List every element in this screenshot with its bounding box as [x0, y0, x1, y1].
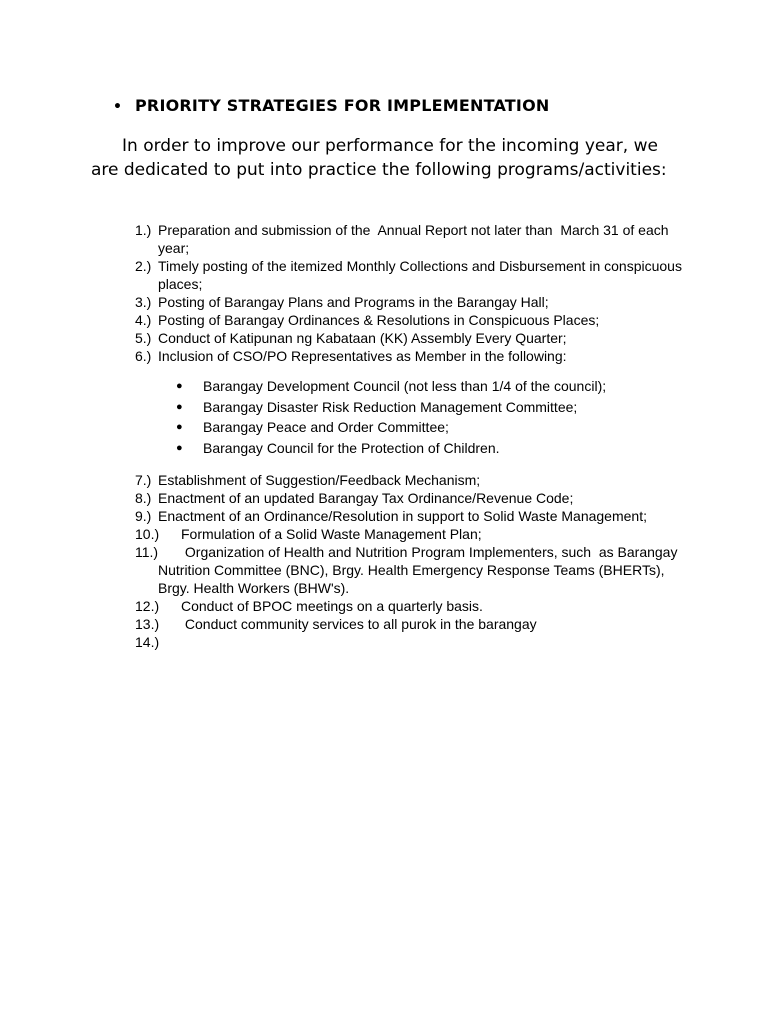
item-number: 11.): [135, 544, 159, 560]
sublist-text: Barangay Council for the Protection of Children.: [203, 439, 500, 456]
sublist-bullet: ●: [176, 380, 183, 392]
sublist-bullet: ●: [176, 421, 183, 433]
item-text: Inclusion of CSO/PO Representatives as Member in the following:: [158, 348, 567, 364]
heading-bullet: •: [113, 99, 123, 115]
item-text: Establishment of Suggestion/Feedback Mechanism;: [158, 472, 481, 488]
section-heading: [113, 96, 549, 115]
item-text: Conduct of BPOC meetings on a quarterly basis.: [181, 598, 483, 614]
sublist-text: Barangay Peace and Order Committee;: [203, 419, 449, 435]
item-number: 3.): [135, 294, 152, 310]
list-item: [135, 543, 695, 597]
list-item: [135, 471, 695, 489]
item-text: Preparation and submission of the Annual Report not later than March 31 of each year;: [158, 222, 673, 256]
sublist-text: Barangay Development Council (not less than 1/4 of the council);: [203, 378, 607, 394]
list-item: [135, 525, 695, 543]
item-number: 7.): [135, 472, 152, 488]
sublist-bullet: ●: [176, 400, 183, 413]
item-number: 13.): [135, 616, 160, 632]
program-list: [135, 221, 695, 651]
list-item: [135, 257, 695, 293]
list-item: [135, 329, 695, 347]
committee-sublist: [173, 376, 695, 458]
item-number: 5.): [135, 330, 152, 346]
item-text: Enactment of an updated Barangay Tax Ordinance/Revenue Code;: [158, 490, 574, 506]
item-text: Posting of Barangay Ordinances & Resolutions in Conspicuous Places;: [158, 312, 600, 328]
item-number: 8.): [135, 490, 152, 506]
item-text: Posting of Barangay Plans and Programs in the Barangay Hall;: [158, 294, 549, 310]
sublist-item: [173, 376, 695, 397]
item-text: Conduct community services to all purok in the barangay: [181, 616, 537, 632]
item-number: 9.): [135, 508, 152, 524]
list-item: [135, 633, 695, 651]
intro-paragraph: In order to improve our performance for the incoming year, we are dedicated to put into practice the following programs/activities:: [91, 136, 667, 180]
list-item: [135, 489, 695, 507]
item-text: Organization of Health and Nutrition Program Implementers, such as Barangay Nutrition Committee (BNC), Brgy. Health Emergency Response Teams (BHERTs), Brgy. Health Workers (BHW's).: [158, 544, 682, 596]
item-number: 1.): [135, 222, 152, 238]
item-number: 2.): [135, 258, 152, 274]
item-text: Conduct of Katipunan ng Kabataan (KK) Assembly Every Quarter;: [158, 330, 567, 346]
heading-title: PRIORITY STRATEGIES FOR IMPLEMENTATION: [135, 96, 550, 115]
item-text: Formulation of a Solid Waste Management Plan;: [181, 526, 482, 542]
sublist-bullet: ●: [176, 441, 183, 454]
item-text: Timely posting of the itemized Monthly Collections and Disbursement in conspicuous places;: [158, 258, 686, 292]
item-number: 10.): [135, 526, 160, 542]
item-number: 14.): [135, 634, 160, 650]
sublist-item: [173, 397, 695, 418]
item-number: 12.): [135, 598, 160, 614]
item-number: 6.): [135, 348, 152, 364]
list-item: [135, 507, 695, 525]
list-item: [135, 615, 695, 633]
list-item: [135, 221, 695, 257]
list-item: [135, 311, 695, 329]
sublist-item: [173, 438, 695, 459]
sublist-item: [173, 417, 695, 438]
list-item: [135, 597, 695, 615]
item-text: [181, 633, 695, 651]
item-number: 4.): [135, 312, 152, 328]
item-text: Enactment of an Ordinance/Resolution in support to Solid Waste Management;: [158, 508, 647, 524]
list-item: [135, 293, 695, 311]
list-item: [135, 347, 695, 365]
sublist-text: Barangay Disaster Risk Reduction Management Committee;: [203, 398, 578, 415]
